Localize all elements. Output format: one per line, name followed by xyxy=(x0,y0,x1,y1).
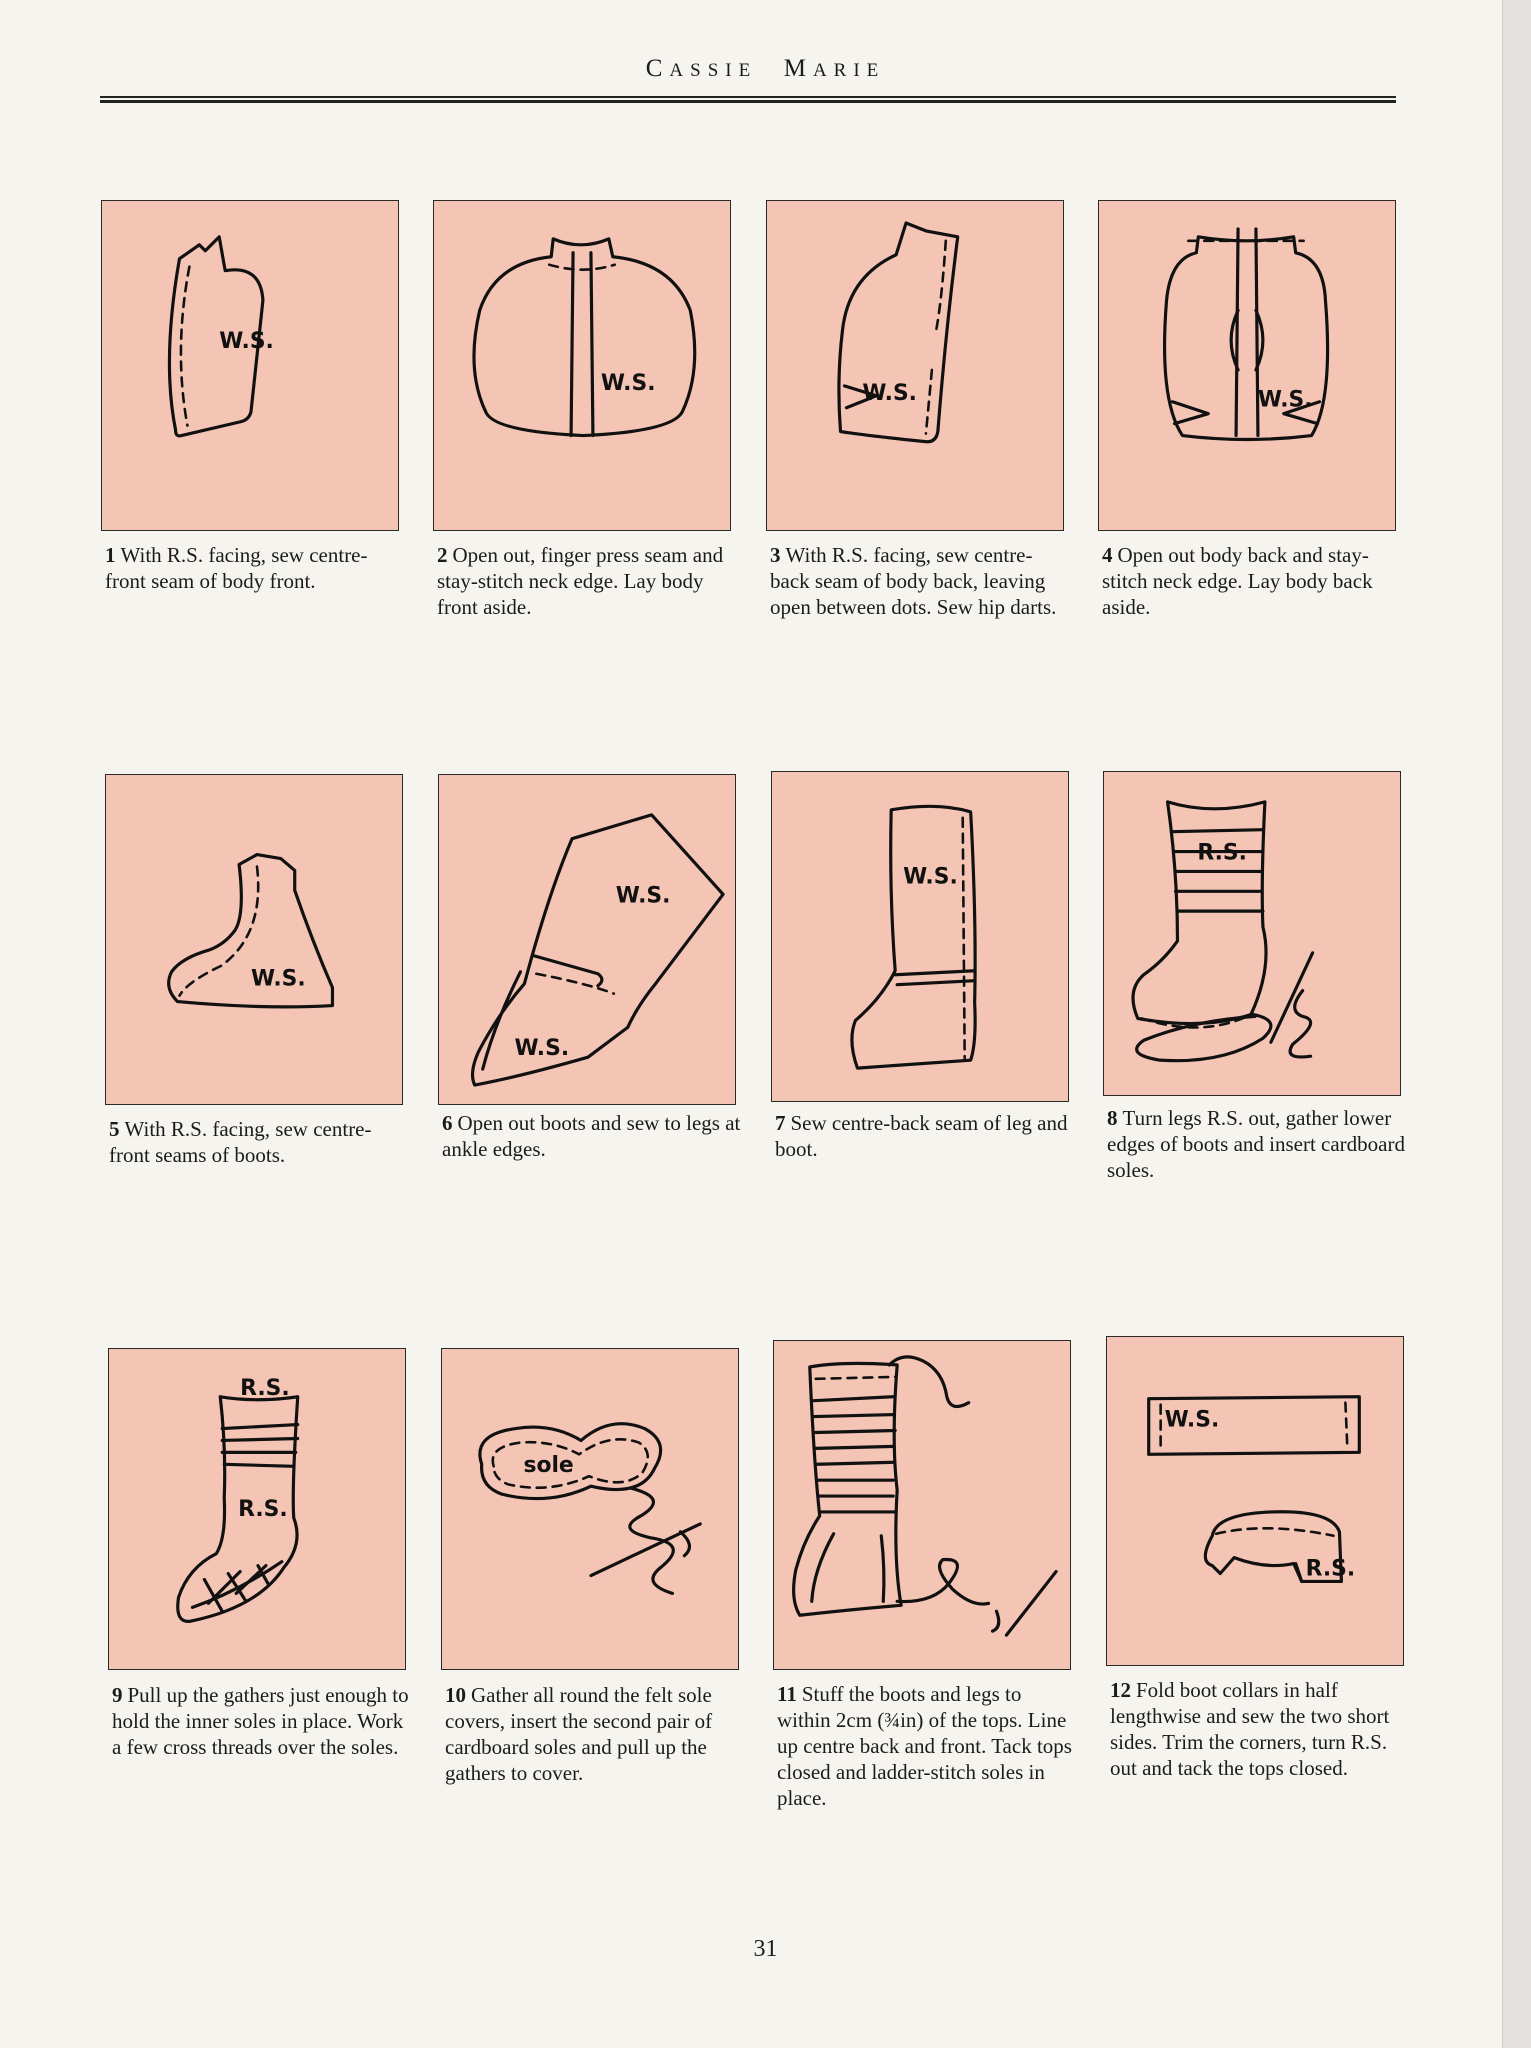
step-2-number: 2 xyxy=(437,543,448,567)
step-3-text: With R.S. facing, sew centre-back seam of body back, leaving open between dots. Sew hip darts. xyxy=(770,543,1057,619)
step-6-text: Open out boots and sew to legs at ankle edges. xyxy=(442,1111,741,1161)
page-number: 31 xyxy=(753,1936,778,1962)
running-header xyxy=(0,55,1531,83)
step-7-text: Sew centre-back seam of leg and boot. xyxy=(775,1111,1068,1161)
step-12-text: Fold boot collars in half lengthwise and sew the two short sides. Trim the corners, turn R.S. out and tack the tops closed. xyxy=(1110,1678,1390,1780)
step-4-text: Open out body back and stay-stitch neck edge. Lay body back aside. xyxy=(1102,543,1373,619)
header-rule-thin xyxy=(100,96,1396,98)
step-2-text: Open out, finger press seam and stay-stitch neck edge. Lay body front aside. xyxy=(437,543,724,619)
step-3-number: 3 xyxy=(770,543,781,567)
step-9-illustration xyxy=(108,1348,406,1670)
step-10-label: sole xyxy=(523,1453,574,1479)
step-5-label: W.S. xyxy=(251,966,306,992)
step-11-caption xyxy=(777,1681,1077,1811)
step-9-label-2: R.S. xyxy=(238,1496,288,1522)
step-1-illustration xyxy=(101,200,399,531)
step-6-illustration xyxy=(438,774,736,1105)
step-7-number: 7 xyxy=(775,1111,786,1135)
step-9-text: Pull up the gathers just enough to hold the inner soles in place. Work a few cross threads over the soles. xyxy=(112,1683,409,1759)
step-5-text: With R.S. facing, sew centre-front seams of boots. xyxy=(109,1117,372,1167)
step-3-caption xyxy=(770,542,1070,620)
step-1-text: With R.S. facing, sew centre-front seam of body front. xyxy=(105,543,368,593)
step-11-illustration xyxy=(773,1340,1071,1670)
step-5-caption xyxy=(109,1116,409,1168)
step-4-number: 4 xyxy=(1102,543,1113,567)
step-12-label: W.S. xyxy=(1164,1407,1220,1433)
step-2-label: W.S. xyxy=(600,370,656,396)
step-8-text: Turn legs R.S. out, gather lower edges of boots and insert cardboard soles. xyxy=(1107,1106,1405,1182)
step-8-caption xyxy=(1107,1105,1407,1183)
step-10-number: 10 xyxy=(445,1683,466,1707)
book-spine xyxy=(1502,0,1531,2048)
header-rule-thick xyxy=(100,100,1396,103)
header-last-initial: M xyxy=(783,55,813,82)
step-3-illustration xyxy=(766,200,1064,531)
step-10-caption xyxy=(445,1682,745,1786)
step-8-label: R.S. xyxy=(1197,840,1247,866)
step-2-caption xyxy=(437,542,737,620)
step-6-label: W.S. xyxy=(615,883,671,909)
step-5-illustration xyxy=(105,774,403,1105)
step-7-caption xyxy=(775,1110,1075,1162)
step-11-number: 11 xyxy=(777,1682,797,1706)
step-8-illustration xyxy=(1103,771,1401,1096)
step-9-caption xyxy=(112,1682,412,1760)
step-1-number: 1 xyxy=(105,543,116,567)
step-7-label: W.S. xyxy=(903,864,958,890)
step-9-label: R.S. xyxy=(240,1375,290,1401)
header-first-rest: ASSIE xyxy=(669,60,758,81)
step-6-caption xyxy=(442,1110,742,1162)
step-11-text: Stuff the boots and legs to within 2cm (¾in) of the tops. Line up centre back and front. Tack tops closed and ladder-stitch soles in place. xyxy=(777,1682,1072,1810)
step-4-caption xyxy=(1102,542,1402,620)
step-6-number: 6 xyxy=(442,1111,453,1135)
step-4-illustration xyxy=(1098,200,1396,531)
step-2-illustration xyxy=(433,200,731,531)
step-4-label: W.S. xyxy=(1257,387,1313,413)
step-5-number: 5 xyxy=(109,1117,120,1141)
step-1-label: W.S. xyxy=(219,329,274,355)
step-6-label-2: W.S. xyxy=(514,1036,570,1062)
step-12-label-2: R.S. xyxy=(1305,1556,1356,1582)
header-last-rest: ARIE xyxy=(812,60,886,81)
step-1-caption xyxy=(105,542,405,594)
step-8-number: 8 xyxy=(1107,1106,1118,1130)
step-7-illustration xyxy=(771,771,1069,1102)
header-first-initial: C xyxy=(645,55,670,82)
step-10-illustration xyxy=(441,1348,739,1670)
step-12-illustration xyxy=(1106,1336,1404,1666)
step-12-caption xyxy=(1110,1677,1410,1781)
step-10-text: Gather all round the felt sole covers, insert the second pair of cardboard soles and pull up the gathers to cover. xyxy=(445,1683,713,1785)
step-3-label: W.S. xyxy=(862,380,918,406)
step-12-number: 12 xyxy=(1110,1678,1131,1702)
step-9-number: 9 xyxy=(112,1683,123,1707)
